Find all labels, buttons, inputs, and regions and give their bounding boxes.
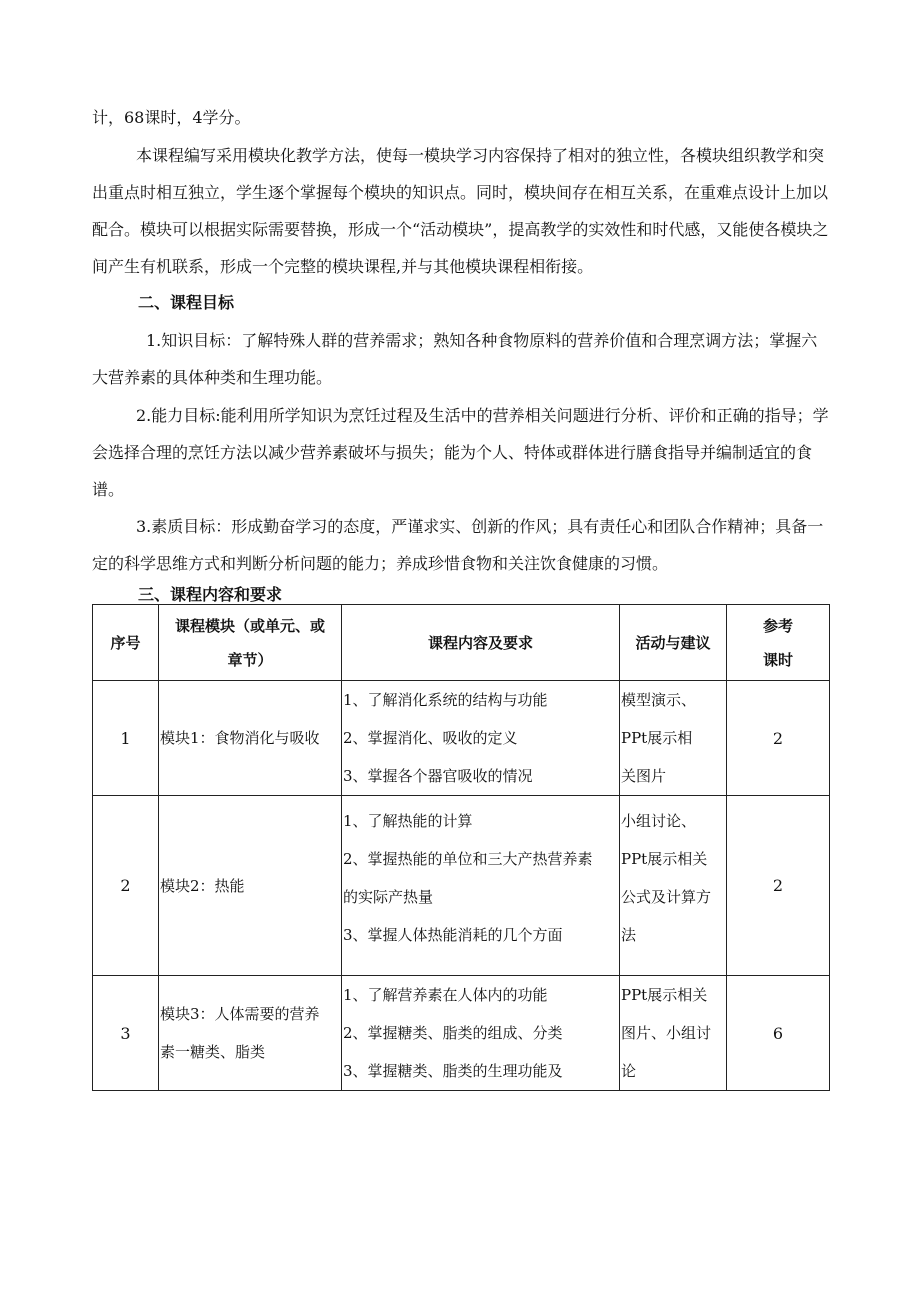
row2-hours: 2 xyxy=(727,796,830,976)
goal-quality: 3.素质目标：形成勤奋学习的态度，严谨求实、创新的作风；具有责任心和团队合作精神；具备一定的科学思维方式和判断分析问题的能力；养成珍惜食物和关注饮食健康的习惯。 xyxy=(92,517,824,573)
row1-seq: 1 xyxy=(93,681,159,796)
header-hours xyxy=(727,605,830,681)
row1-content-item: 3、掌握各个器官吸收的情况 xyxy=(343,767,533,785)
row1-activity xyxy=(620,681,727,796)
intro-paragraph: 本课程编写采用模块化教学方法，使每一模块学习内容保持了相对的独立性，各模块组织教学和突出重点时相互独立，学生逐个掌握每个模块的知识点。同时，模块间存在相互关系，在重难点设计上加以配合。模块可以根据实际需要替换，形成一个“活动模块”，提高教学的实效性和时代感，又能使各模块之间产生有机联系，形成一个完整的模块课程,并与其他模块课程相衔接。 xyxy=(92,146,829,276)
row1-activity-line: PPt展示相 xyxy=(621,729,693,747)
table-row xyxy=(93,976,830,1091)
row2-activity-line: 法 xyxy=(621,926,637,944)
row3-activity-line: 图片、小组讨 xyxy=(621,1024,712,1042)
row3-content-item: 1、了解营养素在人体内的功能 xyxy=(343,986,548,1004)
row2-content-item: 1、了解热能的计算 xyxy=(343,812,473,830)
row1-hours: 2 xyxy=(727,681,830,796)
row1-content-item: 1、了解消化系统的结构与功能 xyxy=(343,691,548,709)
row2-seq: 2 xyxy=(93,796,159,976)
section-heading-goals: 二、课程目标 xyxy=(138,293,235,312)
row3-content-item: 3、掌握糖类、脂类的生理功能及 xyxy=(343,1062,563,1080)
row2-content-item: 2、掌握热能的单位和三大产热营养素 xyxy=(343,850,593,868)
row1-activity-line: 模型演示、 xyxy=(621,691,697,709)
header-content: 课程内容及要求 xyxy=(342,605,620,681)
row2-activity-line: 小组讨论、 xyxy=(621,812,697,830)
row3-module-line2: 素一糖类、脂类 xyxy=(160,1043,266,1061)
header-module xyxy=(159,605,342,681)
row3-activity xyxy=(620,976,727,1091)
section-heading-content: 三、课程内容和要求 xyxy=(138,585,283,604)
row2-content-item: 的实际产热量 xyxy=(343,888,434,906)
row1-activity-line: 关图片 xyxy=(621,767,667,785)
row2-activity-line: 公式及计算方 xyxy=(621,888,712,906)
header-activity: 活动与建议 xyxy=(620,605,727,681)
row2-activity xyxy=(620,796,727,976)
header-module-line1: 课程模块（或单元、或 xyxy=(174,616,325,635)
table-header-row xyxy=(93,605,830,681)
course-content-table xyxy=(92,604,830,1091)
header-hours-line1: 参考 xyxy=(762,616,793,635)
row2-module: 模块2：热能 xyxy=(159,796,342,976)
row3-activity-line: 论 xyxy=(621,1062,637,1080)
row3-hours: 6 xyxy=(727,976,830,1091)
row1-module: 模块1：食物消化与吸收 xyxy=(159,681,342,796)
row1-content xyxy=(342,681,620,796)
row2-content-item: 3、掌握人体热能消耗的几个方面 xyxy=(343,926,563,944)
row3-seq: 3 xyxy=(93,976,159,1091)
row3-content-item: 2、掌握糖类、脂类的组成、分类 xyxy=(343,1024,563,1042)
row2-content xyxy=(342,796,620,976)
goal-ability: 2.能力目标:能利用所学知识为烹饪过程及生活中的营养相关问题进行分析、评价和正确的指导；学会选择合理的烹饪方法以减少营养素破坏与损失；能为个人、特体或群体进行膳食指导并编制适宜的食谱。 xyxy=(92,406,829,499)
table-row xyxy=(93,796,830,976)
header-module-line2: 章节） xyxy=(227,650,273,669)
intro-continuation: 计，68课时，4学分。 xyxy=(92,108,251,127)
row1-content-item: 2、掌握消化、吸收的定义 xyxy=(343,729,518,747)
row3-content xyxy=(342,976,620,1091)
row2-activity-line: PPt展示相关 xyxy=(621,850,708,868)
row3-module-line1: 模块3：人体需要的营养 xyxy=(160,1005,320,1023)
row3-activity-line: PPt展示相关 xyxy=(621,986,708,1004)
header-hours-line2: 课时 xyxy=(762,650,793,669)
table-row xyxy=(93,681,830,796)
header-seq: 序号 xyxy=(93,605,159,681)
goal-knowledge: 1.知识目标：了解特殊人群的营养需求；熟知各种食物原料的营养价值和合理烹调方法；掌握六大营养素的具体种类和生理功能。 xyxy=(92,331,818,387)
row3-module xyxy=(159,976,342,1091)
